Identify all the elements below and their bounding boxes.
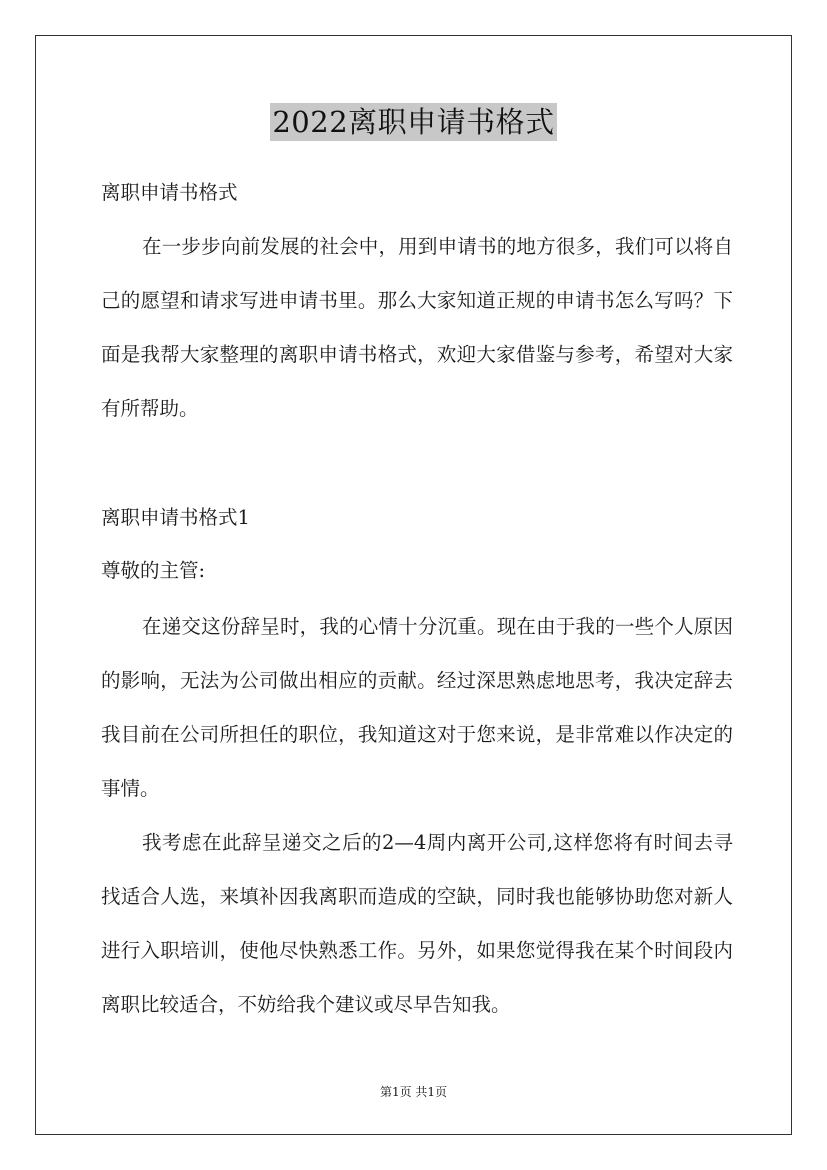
section-title: 离职申请书格式1 [101, 506, 250, 529]
body-paragraph-2: 我考虑在此辞呈递交之后的2—4周内离开公司,这样您将有时间去寻找适合人选，来填补因我离职而造成的空缺，同时我也能够协助您对新人进行入职培训，使他尽快熟悉工作。另外，如果您觉得我在某个时间段内离职比较适合，不妨给我个建议或尽早告知我。 [101, 831, 733, 1016]
document-subtitle: 离职申请书格式 [101, 181, 238, 204]
body-paragraph-1: 在递交这份辞呈时，我的心情十分沉重。现在由于我的一些个人原因的影响，无法为公司做出相应的贡献。经过深思熟虑地思考，我决定辞去我目前在公司所担任的职位，我知道这对于您来说，是非常难以作决定的事情。 [101, 615, 733, 800]
page-footer: 第1页 共1页 [379, 1085, 448, 1099]
title-container [0, 103, 827, 141]
salutation: 尊敬的主管: [101, 559, 206, 582]
document-title: 2022离职申请书格式 [272, 105, 555, 139]
intro-paragraph: 在一步步向前发展的社会中，用到申请书的地方很多，我们可以将自己的愿望和请求写进申请书里。那么大家知道正规的申请书怎么写吗？下面是我帮大家整理的离职申请书格式，欢迎大家借鉴与参考，希望对大家有所帮助。 [101, 235, 733, 420]
